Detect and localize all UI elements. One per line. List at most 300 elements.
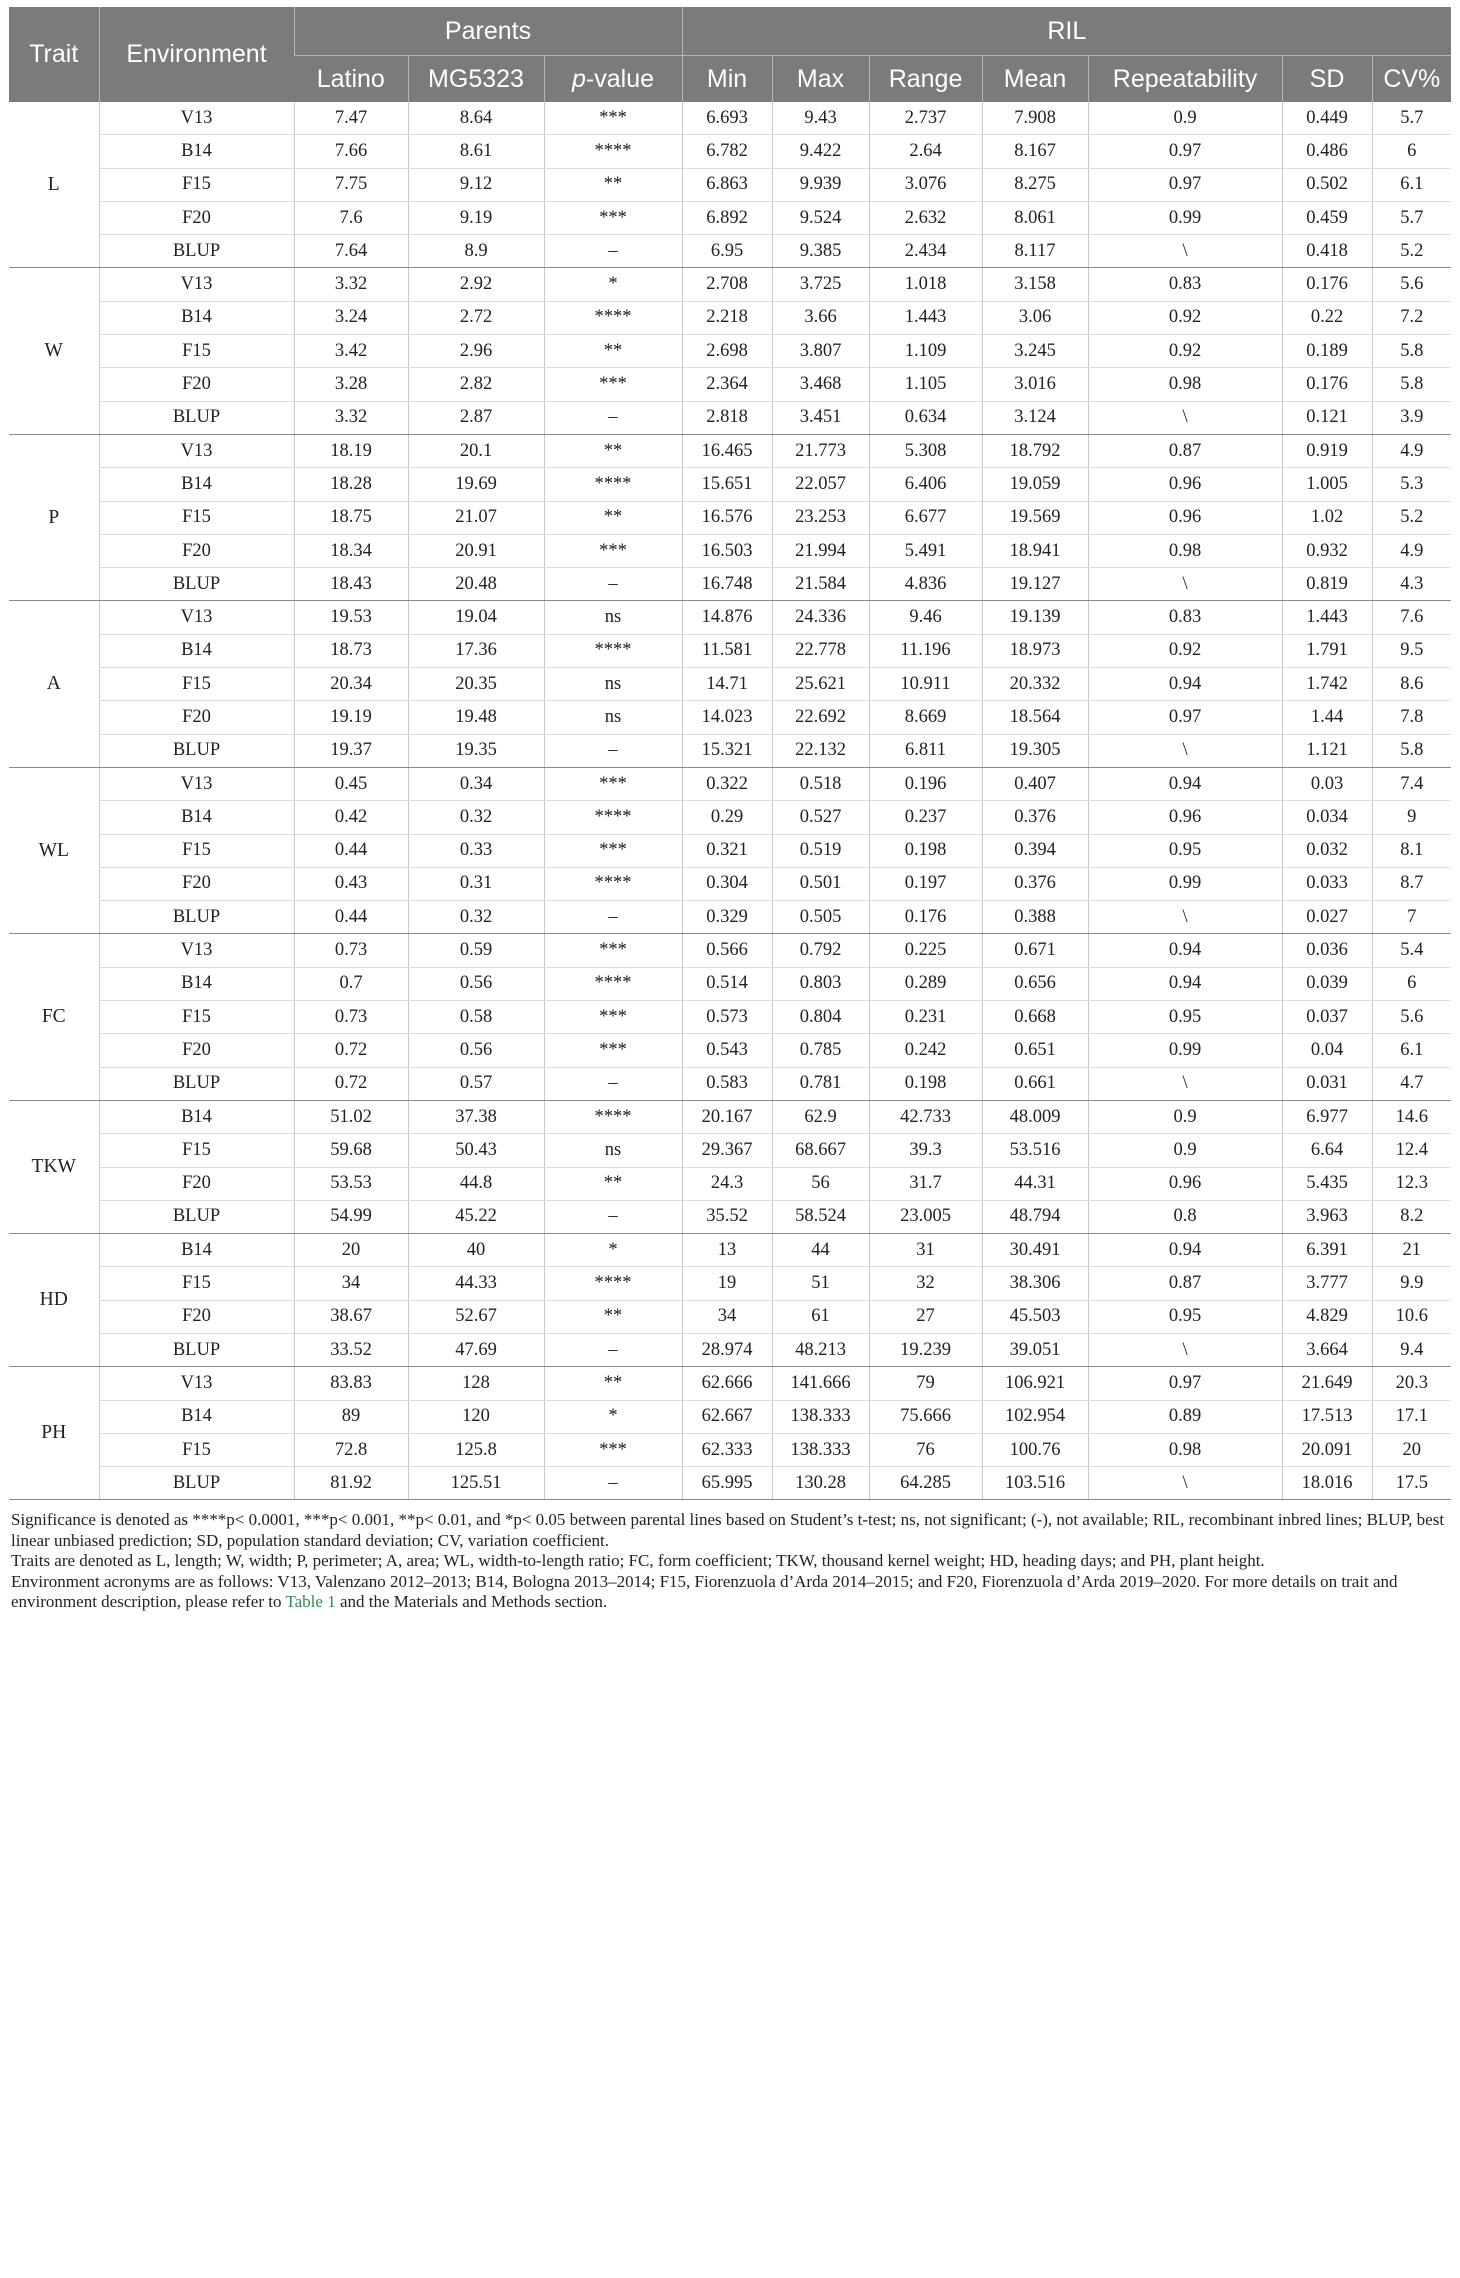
range-cell: 39.3 xyxy=(869,1134,982,1167)
header-max: Max xyxy=(772,56,869,103)
mean-cell: 18.792 xyxy=(982,434,1088,467)
repeatability-cell: 0.89 xyxy=(1088,1400,1282,1433)
max-cell: 130.28 xyxy=(772,1467,869,1500)
latino-cell: 83.83 xyxy=(294,1367,408,1400)
range-cell: 0.198 xyxy=(869,1067,982,1100)
min-cell: 65.995 xyxy=(682,1467,772,1500)
cv-cell: 5.6 xyxy=(1372,1001,1451,1034)
repeatability-cell: 0.98 xyxy=(1088,534,1282,567)
max-cell: 0.518 xyxy=(772,767,869,800)
environment-cell: F20 xyxy=(99,534,294,567)
environment-cell: V13 xyxy=(99,934,294,967)
repeatability-cell: 0.95 xyxy=(1088,1001,1282,1034)
sd-cell: 0.039 xyxy=(1282,967,1372,1000)
range-cell: 0.196 xyxy=(869,767,982,800)
mean-cell: 0.407 xyxy=(982,767,1088,800)
cv-cell: 5.2 xyxy=(1372,501,1451,534)
min-cell: 20.167 xyxy=(682,1100,772,1133)
min-cell: 16.465 xyxy=(682,434,772,467)
max-cell: 21.584 xyxy=(772,568,869,601)
max-cell: 0.792 xyxy=(772,934,869,967)
table-row xyxy=(9,1267,1451,1300)
repeatability-cell: 0.99 xyxy=(1088,867,1282,900)
max-cell: 62.9 xyxy=(772,1100,869,1133)
latino-cell: 20.34 xyxy=(294,668,408,701)
environment-cell: F20 xyxy=(99,1300,294,1333)
mean-cell: 0.388 xyxy=(982,901,1088,934)
latino-cell: 3.28 xyxy=(294,368,408,401)
latino-cell: 38.67 xyxy=(294,1300,408,1333)
repeatability-cell: \ xyxy=(1088,401,1282,434)
latino-cell: 19.53 xyxy=(294,601,408,634)
mg5323-cell: 120 xyxy=(408,1400,544,1433)
sd-cell: 0.036 xyxy=(1282,934,1372,967)
mean-cell: 0.668 xyxy=(982,1001,1088,1034)
sd-cell: 0.031 xyxy=(1282,1067,1372,1100)
max-cell: 0.804 xyxy=(772,1001,869,1034)
min-cell: 11.581 xyxy=(682,634,772,667)
table-row xyxy=(9,701,1451,734)
mg5323-cell: 20.48 xyxy=(408,568,544,601)
mean-cell: 44.31 xyxy=(982,1167,1088,1200)
p-value-cell: * xyxy=(544,268,682,301)
environment-cell: V13 xyxy=(99,268,294,301)
mg5323-cell: 19.04 xyxy=(408,601,544,634)
p-value-cell: – xyxy=(544,1467,682,1500)
min-cell: 2.364 xyxy=(682,368,772,401)
max-cell: 3.451 xyxy=(772,401,869,434)
min-cell: 0.329 xyxy=(682,901,772,934)
table-row xyxy=(9,468,1451,501)
range-cell: 0.237 xyxy=(869,801,982,834)
p-value-cell: *** xyxy=(544,201,682,234)
max-cell: 141.666 xyxy=(772,1367,869,1400)
range-cell: 0.231 xyxy=(869,1001,982,1034)
min-cell: 6.863 xyxy=(682,168,772,201)
table-header xyxy=(9,7,1451,102)
sd-cell: 0.176 xyxy=(1282,268,1372,301)
repeatability-cell: 0.92 xyxy=(1088,634,1282,667)
max-cell: 58.524 xyxy=(772,1200,869,1233)
sd-cell: 0.04 xyxy=(1282,1034,1372,1067)
min-cell: 6.892 xyxy=(682,201,772,234)
p-value-cell: ** xyxy=(544,1300,682,1333)
trait-cell: L xyxy=(9,102,99,268)
max-cell: 3.66 xyxy=(772,301,869,334)
min-cell: 62.666 xyxy=(682,1367,772,1400)
cv-cell: 5.8 xyxy=(1372,734,1451,767)
mg5323-cell: 37.38 xyxy=(408,1100,544,1133)
repeatability-cell: 0.96 xyxy=(1088,501,1282,534)
sd-cell: 0.176 xyxy=(1282,368,1372,401)
mg5323-cell: 0.32 xyxy=(408,901,544,934)
mean-cell: 102.954 xyxy=(982,1400,1088,1433)
p-value-cell: **** xyxy=(544,801,682,834)
p-value-cell: * xyxy=(544,1234,682,1267)
footnote-environments-text: Environment acronyms are as follows: V13, Valenzano 2012–2013; B14, Bologna 2013–2014; F15, Fiorenzuola d’Arda 2014–2015; and F20, Fiorenzuola d’Arda 2019–2020. For more details on trait and environment description, please refer to xyxy=(11,1571,1398,1612)
repeatability-cell: 0.98 xyxy=(1088,368,1282,401)
mean-cell: 19.059 xyxy=(982,468,1088,501)
latino-cell: 0.73 xyxy=(294,1001,408,1034)
max-cell: 21.994 xyxy=(772,534,869,567)
mg5323-cell: 9.19 xyxy=(408,201,544,234)
header-range: Range xyxy=(869,56,982,103)
repeatability-cell: \ xyxy=(1088,1467,1282,1500)
environment-cell: F20 xyxy=(99,1167,294,1200)
min-cell: 2.218 xyxy=(682,301,772,334)
range-cell: 4.836 xyxy=(869,568,982,601)
cv-cell: 4.9 xyxy=(1372,434,1451,467)
min-cell: 62.333 xyxy=(682,1433,772,1466)
min-cell: 24.3 xyxy=(682,1167,772,1200)
trait-cell: W xyxy=(9,268,99,434)
table-row xyxy=(9,434,1451,467)
range-cell: 75.666 xyxy=(869,1400,982,1433)
min-cell: 13 xyxy=(682,1234,772,1267)
table-row xyxy=(9,801,1451,834)
latino-cell: 33.52 xyxy=(294,1333,408,1366)
min-cell: 0.304 xyxy=(682,867,772,900)
p-value-cell: – xyxy=(544,235,682,268)
sd-cell: 0.03 xyxy=(1282,767,1372,800)
range-cell: 19.239 xyxy=(869,1333,982,1366)
mg5323-cell: 52.67 xyxy=(408,1300,544,1333)
range-cell: 23.005 xyxy=(869,1200,982,1233)
table-row xyxy=(9,501,1451,534)
mean-cell: 8.275 xyxy=(982,168,1088,201)
mean-cell: 0.661 xyxy=(982,1067,1088,1100)
environment-cell: BLUP xyxy=(99,1467,294,1500)
latino-cell: 7.47 xyxy=(294,102,408,135)
mg5323-cell: 20.1 xyxy=(408,434,544,467)
mg5323-cell: 2.92 xyxy=(408,268,544,301)
cv-cell: 5.3 xyxy=(1372,468,1451,501)
environment-cell: F20 xyxy=(99,368,294,401)
p-value-cell: *** xyxy=(544,1433,682,1466)
cv-cell: 7.8 xyxy=(1372,701,1451,734)
cv-cell: 9.4 xyxy=(1372,1333,1451,1366)
table-row xyxy=(9,1467,1451,1500)
table-row xyxy=(9,1234,1451,1267)
cv-cell: 4.9 xyxy=(1372,534,1451,567)
mean-cell: 20.332 xyxy=(982,668,1088,701)
min-cell: 19 xyxy=(682,1267,772,1300)
table-row xyxy=(9,967,1451,1000)
mg5323-cell: 19.69 xyxy=(408,468,544,501)
range-cell: 27 xyxy=(869,1300,982,1333)
cv-cell: 20.3 xyxy=(1372,1367,1451,1400)
p-value-cell: **** xyxy=(544,1267,682,1300)
min-cell: 0.321 xyxy=(682,834,772,867)
environment-cell: B14 xyxy=(99,1400,294,1433)
sd-cell: 4.829 xyxy=(1282,1300,1372,1333)
min-cell: 0.583 xyxy=(682,1067,772,1100)
sd-cell: 0.037 xyxy=(1282,1001,1372,1034)
mg5323-cell: 2.82 xyxy=(408,368,544,401)
sd-cell: 0.418 xyxy=(1282,235,1372,268)
range-cell: 2.632 xyxy=(869,201,982,234)
mg5323-cell: 47.69 xyxy=(408,1333,544,1366)
mg5323-cell: 19.35 xyxy=(408,734,544,767)
mean-cell: 0.376 xyxy=(982,867,1088,900)
max-cell: 3.807 xyxy=(772,335,869,368)
cv-cell: 5.7 xyxy=(1372,102,1451,135)
cv-cell: 9.5 xyxy=(1372,634,1451,667)
header-latino: Latino xyxy=(294,56,408,103)
environment-cell: F15 xyxy=(99,335,294,368)
environment-cell: V13 xyxy=(99,434,294,467)
min-cell: 14.876 xyxy=(682,601,772,634)
footnote-environments xyxy=(11,1572,1451,1613)
repeatability-cell: 0.92 xyxy=(1088,301,1282,334)
cv-cell: 12.4 xyxy=(1372,1134,1451,1167)
latino-cell: 89 xyxy=(294,1400,408,1433)
p-value-cell: ns xyxy=(544,601,682,634)
max-cell: 21.773 xyxy=(772,434,869,467)
mg5323-cell: 125.8 xyxy=(408,1433,544,1466)
range-cell: 79 xyxy=(869,1367,982,1400)
environment-cell: V13 xyxy=(99,1367,294,1400)
min-cell: 2.818 xyxy=(682,401,772,434)
max-cell: 56 xyxy=(772,1167,869,1200)
cv-cell: 8.7 xyxy=(1372,867,1451,900)
cv-cell: 10.6 xyxy=(1372,1300,1451,1333)
table-row xyxy=(9,834,1451,867)
repeatability-cell: \ xyxy=(1088,1333,1282,1366)
sd-cell: 0.919 xyxy=(1282,434,1372,467)
cv-cell: 7 xyxy=(1372,901,1451,934)
latino-cell: 0.44 xyxy=(294,834,408,867)
repeatability-cell: \ xyxy=(1088,901,1282,934)
table-row xyxy=(9,168,1451,201)
table-row xyxy=(9,634,1451,667)
latino-cell: 3.32 xyxy=(294,401,408,434)
sd-cell: 0.033 xyxy=(1282,867,1372,900)
p-value-cell: – xyxy=(544,901,682,934)
range-cell: 0.289 xyxy=(869,967,982,1000)
cv-cell: 17.1 xyxy=(1372,1400,1451,1433)
min-cell: 0.514 xyxy=(682,967,772,1000)
latino-cell: 7.6 xyxy=(294,201,408,234)
max-cell: 0.501 xyxy=(772,867,869,900)
header-cv: CV% xyxy=(1372,56,1451,103)
range-cell: 0.242 xyxy=(869,1034,982,1067)
environment-cell: F20 xyxy=(99,201,294,234)
mg5323-cell: 0.34 xyxy=(408,767,544,800)
cv-cell: 6 xyxy=(1372,135,1451,168)
range-cell: 0.197 xyxy=(869,867,982,900)
latino-cell: 34 xyxy=(294,1267,408,1300)
environment-cell: F20 xyxy=(99,1034,294,1067)
p-value-cell: ns xyxy=(544,701,682,734)
mean-cell: 19.569 xyxy=(982,501,1088,534)
cv-cell: 4.7 xyxy=(1372,1067,1451,1100)
latino-cell: 18.43 xyxy=(294,568,408,601)
p-value-cell: ** xyxy=(544,168,682,201)
repeatability-cell: 0.95 xyxy=(1088,834,1282,867)
max-cell: 9.939 xyxy=(772,168,869,201)
environment-cell: V13 xyxy=(99,102,294,135)
mg5323-cell: 50.43 xyxy=(408,1134,544,1167)
max-cell: 0.781 xyxy=(772,1067,869,1100)
mean-cell: 103.516 xyxy=(982,1467,1088,1500)
p-value-cell: ns xyxy=(544,668,682,701)
mg5323-cell: 0.32 xyxy=(408,801,544,834)
max-cell: 0.519 xyxy=(772,834,869,867)
range-cell: 0.198 xyxy=(869,834,982,867)
table-row xyxy=(9,401,1451,434)
table-row xyxy=(9,1067,1451,1100)
mg5323-cell: 125.51 xyxy=(408,1467,544,1500)
header-trait: Trait xyxy=(9,7,99,102)
repeatability-cell: 0.87 xyxy=(1088,434,1282,467)
cv-cell: 8.6 xyxy=(1372,668,1451,701)
table-row xyxy=(9,1100,1451,1133)
min-cell: 34 xyxy=(682,1300,772,1333)
min-cell: 62.667 xyxy=(682,1400,772,1433)
max-cell: 51 xyxy=(772,1267,869,1300)
repeatability-cell: \ xyxy=(1088,235,1282,268)
cv-cell: 5.4 xyxy=(1372,934,1451,967)
sd-cell: 0.459 xyxy=(1282,201,1372,234)
range-cell: 9.46 xyxy=(869,601,982,634)
sd-cell: 0.032 xyxy=(1282,834,1372,867)
cv-cell: 9 xyxy=(1372,801,1451,834)
range-cell: 0.225 xyxy=(869,934,982,967)
sd-cell: 0.932 xyxy=(1282,534,1372,567)
table-row xyxy=(9,1034,1451,1067)
header-ril: RIL xyxy=(682,7,1451,56)
mean-cell: 38.306 xyxy=(982,1267,1088,1300)
table-1-link[interactable]: Table 1 xyxy=(285,1592,336,1612)
header-parents: Parents xyxy=(294,7,682,56)
sd-cell: 0.121 xyxy=(1282,401,1372,434)
repeatability-cell: 0.94 xyxy=(1088,1234,1282,1267)
range-cell: 31 xyxy=(869,1234,982,1267)
mean-cell: 48.794 xyxy=(982,1200,1088,1233)
table-row xyxy=(9,1367,1451,1400)
table-row xyxy=(9,135,1451,168)
range-cell: 32 xyxy=(869,1267,982,1300)
max-cell: 22.057 xyxy=(772,468,869,501)
header-mg5323: MG5323 xyxy=(408,56,544,103)
latino-cell: 0.73 xyxy=(294,934,408,967)
min-cell: 2.698 xyxy=(682,335,772,368)
latino-cell: 0.7 xyxy=(294,967,408,1000)
cv-cell: 6.1 xyxy=(1372,168,1451,201)
table-body xyxy=(9,102,1451,1500)
sd-cell: 21.649 xyxy=(1282,1367,1372,1400)
table-row xyxy=(9,1433,1451,1466)
max-cell: 9.385 xyxy=(772,235,869,268)
table-row xyxy=(9,668,1451,701)
max-cell: 3.725 xyxy=(772,268,869,301)
p-value-cell: *** xyxy=(544,834,682,867)
cv-cell: 9.9 xyxy=(1372,1267,1451,1300)
environment-cell: F15 xyxy=(99,1134,294,1167)
sd-cell: 18.016 xyxy=(1282,1467,1372,1500)
min-cell: 0.29 xyxy=(682,801,772,834)
environment-cell: F15 xyxy=(99,834,294,867)
mg5323-cell: 8.64 xyxy=(408,102,544,135)
mean-cell: 45.503 xyxy=(982,1300,1088,1333)
repeatability-cell: 0.83 xyxy=(1088,601,1282,634)
environment-cell: F20 xyxy=(99,867,294,900)
p-value-cell: ** xyxy=(544,501,682,534)
max-cell: 22.692 xyxy=(772,701,869,734)
environment-cell: BLUP xyxy=(99,401,294,434)
max-cell: 24.336 xyxy=(772,601,869,634)
range-cell: 3.076 xyxy=(869,168,982,201)
environment-cell: F15 xyxy=(99,501,294,534)
p-value-cell: *** xyxy=(544,368,682,401)
p-value-cell: **** xyxy=(544,867,682,900)
environment-cell: BLUP xyxy=(99,901,294,934)
table-row xyxy=(9,534,1451,567)
repeatability-cell: 0.94 xyxy=(1088,934,1282,967)
latino-cell: 0.72 xyxy=(294,1067,408,1100)
repeatability-cell: 0.9 xyxy=(1088,1134,1282,1167)
table-row xyxy=(9,934,1451,967)
mg5323-cell: 0.56 xyxy=(408,1034,544,1067)
min-cell: 0.573 xyxy=(682,1001,772,1034)
environment-cell: F15 xyxy=(99,1001,294,1034)
environment-cell: BLUP xyxy=(99,235,294,268)
mean-cell: 0.394 xyxy=(982,834,1088,867)
latino-cell: 18.73 xyxy=(294,634,408,667)
max-cell: 22.778 xyxy=(772,634,869,667)
mean-cell: 19.139 xyxy=(982,601,1088,634)
latino-cell: 0.44 xyxy=(294,901,408,934)
range-cell: 10.911 xyxy=(869,668,982,701)
mg5323-cell: 0.59 xyxy=(408,934,544,967)
range-cell: 2.64 xyxy=(869,135,982,168)
min-cell: 16.748 xyxy=(682,568,772,601)
table-row xyxy=(9,268,1451,301)
table-row xyxy=(9,1001,1451,1034)
p-value-cell: **** xyxy=(544,135,682,168)
p-value-cell: ** xyxy=(544,1367,682,1400)
cv-cell: 20 xyxy=(1372,1433,1451,1466)
p-value-cell: *** xyxy=(544,534,682,567)
environment-cell: B14 xyxy=(99,1100,294,1133)
environment-cell: V13 xyxy=(99,767,294,800)
latino-cell: 3.32 xyxy=(294,268,408,301)
cv-cell: 6 xyxy=(1372,967,1451,1000)
p-value-cell: *** xyxy=(544,102,682,135)
min-cell: 16.576 xyxy=(682,501,772,534)
sd-cell: 1.443 xyxy=(1282,601,1372,634)
max-cell: 9.524 xyxy=(772,201,869,234)
range-cell: 31.7 xyxy=(869,1167,982,1200)
mean-cell: 18.564 xyxy=(982,701,1088,734)
table-row xyxy=(9,1300,1451,1333)
p-value-cell: **** xyxy=(544,1100,682,1133)
sd-cell: 1.005 xyxy=(1282,468,1372,501)
repeatability-cell: 0.97 xyxy=(1088,168,1282,201)
mean-cell: 18.941 xyxy=(982,534,1088,567)
mean-cell: 19.305 xyxy=(982,734,1088,767)
header-environment: Environment xyxy=(99,7,294,102)
sd-cell: 0.034 xyxy=(1282,801,1372,834)
table-row xyxy=(9,601,1451,634)
range-cell: 42.733 xyxy=(869,1100,982,1133)
min-cell: 15.651 xyxy=(682,468,772,501)
range-cell: 2.434 xyxy=(869,235,982,268)
mg5323-cell: 19.48 xyxy=(408,701,544,734)
max-cell: 3.468 xyxy=(772,368,869,401)
mean-cell: 39.051 xyxy=(982,1333,1088,1366)
